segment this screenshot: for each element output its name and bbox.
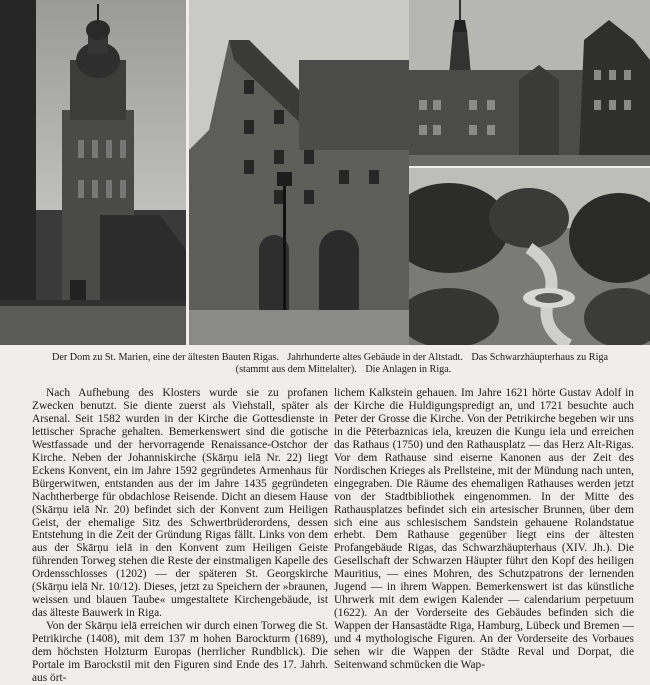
caption-schwarzhaeupterhaus-sub: (stammt aus dem Mittelalter). bbox=[235, 364, 357, 375]
old-building-photo bbox=[189, 0, 409, 345]
article-column-left bbox=[32, 387, 328, 685]
park-photo bbox=[409, 168, 650, 345]
rathaus-square-photo bbox=[409, 0, 650, 166]
article-paragraph: lichem Kalkstein gehauen. Im Jahre 1621 hörte Gustav Adolf in der Kirche die Huldigungspredigt an, und 1721 besuchte auch Peter der Grosse die Kirche. Von der Petrikirche begeben wir uns in die Pēterbaznicas iela, kreuzen die Kungu iela und erreichen das Rathaus (1750) und den Rathausplatz — das Herz Alt-Rigas. Vor dem Rathause sind eiserne Kanonen aus der Zeit des Nordischen Krieges als Prellsteine, mit der Mündung nach unten, eingegraben. Die Räume des ehemaligen Rathauses werden jetzt von der Stadtbibliothek eingenommen. In der Mitte des Rathausplatzes befindet sich ein artesischer Brunnen, über dem sich eine aus schlesischem Sandstein gehauene Rolandstatue erhebt. Dem Rathause gegenüber liegt eins der ältesten Profangebäude Rigas, das Schwarzhäupterhaus (XIV. Jh.). Die Gesellschaft der Schwarzen Häupter führt den Kopf des heiligen Mauritius, — eines Mohren, des Schutzpatrons der lernenden Jugend — in ihrem Wappen. Bemerkenswert ist das künstliche Uhrwerk mit dem ewigen Kalender — calendarium perpetuum (1622). An der Vorderseite des Gebäudes befinden sich die Wappen der Hansastädte Riga, Hamburg, Lübeck und Bremen — und 4 mythologische Figuren. An der Vorderseite des Vorbaues sehen wir die Wappen der Städte Reval und Dorpat, die Seitenwand schmücken die Wap- bbox=[334, 387, 634, 672]
article-column-right bbox=[334, 387, 634, 672]
caption-park: Die Anlagen in Riga. bbox=[365, 364, 452, 375]
article-paragraph: Nach Aufhebung des Klosters wurde sie zu profanen Zwecken benutzt. Sie diente zuerst als Viehstall, später als Arsenal. Seit 1582 wurden in der Kirche die Gottesdienste in lettischer Sprache gehalten. Bemerkenswert sind die gotische Westfassade und der hervorragende Renaissance-Ostchor der Kirche. Neben der Johanniskirche (Skārņu ielā Nr. 22) liegt Eckens Konvent, ein im Jahre 1592 gegründetes Armenhaus für Bürgerwitwen, entstanden aus der im Jahre 1435 gegründeten Nachtherberge für obdachlose Reisende. Dicht an diesem Hause (Skārņu ielā Nr. 20) befindet sich der Konvent zum Heiligen Geist, der ehemalige Sitz des Schwertbrüderordens, dessen Entstehung in die Zeit der Gründung Rigas fällt. Links von dem aus der Skārņu ielā in den Konvent zum Heiligen Geiste führenden Torweg stehen die Reste der einstmaligen Kapelle des Ordensschlosses (1202) — der späteren St. Georgskirche (Skārņu ielā Nr. 10/12). Dieses, jetzt zu Speichern der »braunen, weissen und blauen Taube« umgestaltete Kirchengebäude, ist das älteste Bauwerk in Riga. bbox=[32, 387, 328, 620]
caption-dom: Der Dom zu St. Marien, eine der ältesten Bauten Rigas. bbox=[51, 352, 279, 363]
caption-old-building: Jahrhunderte altes Gebäude in der Altstadt. bbox=[287, 352, 463, 363]
article-paragraph: Von der Skārņu ielā erreichen wir durch einen Torweg die St. Petrikirche (1408), mit dem 137 m hohen Barockturm (1689), dem höchsten Holzturm Europas (herrlicher Rundblick). Die Portale im Barockstil mit den Figuren sind Ende des 17. Jahrh. aus ört- bbox=[32, 620, 328, 684]
photo-captions bbox=[30, 352, 630, 376]
caption-schwarzhaeupterhaus: Das Schwarzhäupterhaus zu Riga bbox=[471, 352, 609, 363]
dom-tower-photo bbox=[0, 0, 186, 345]
